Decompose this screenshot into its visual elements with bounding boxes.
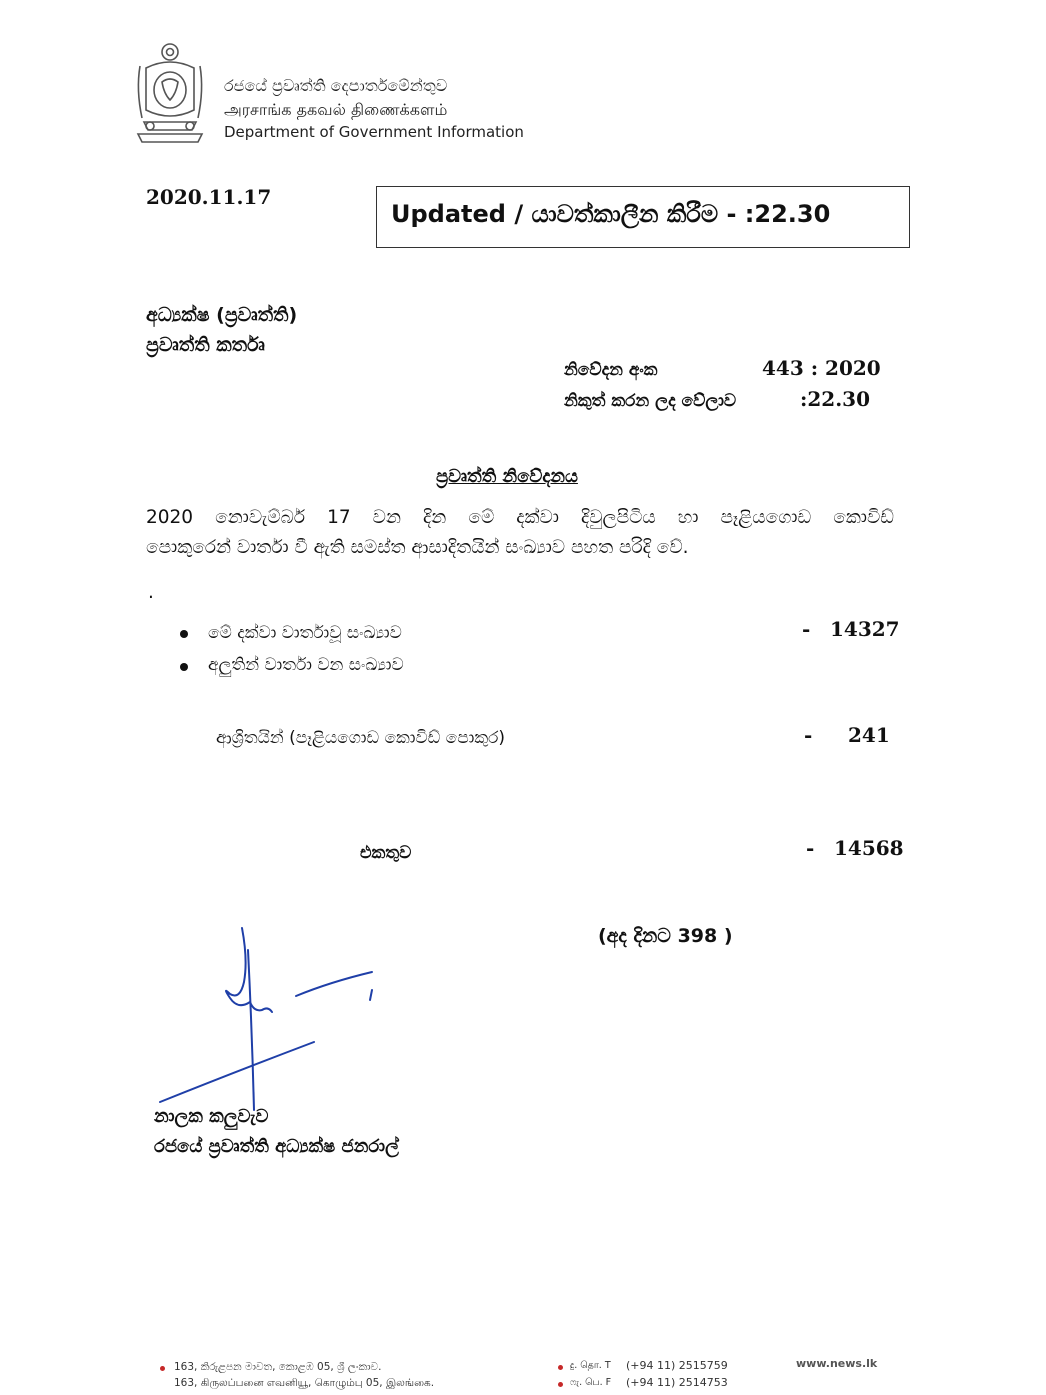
notice-number-value: 443 : 2020: [762, 356, 881, 380]
dependents-value: 241: [848, 723, 890, 747]
footer-tel: (+94 11) 2515759: [626, 1359, 728, 1372]
footer-bullet-icon: [558, 1382, 563, 1387]
notice-number-label: නිවේදන අංක: [564, 360, 658, 380]
total-dash: -: [806, 836, 815, 860]
footer-bullet-icon: [160, 1366, 165, 1371]
footer-tel-label: දු. தொ. T: [570, 1360, 611, 1371]
footer-address-tamil: 163, கிருலப்பனை எவனியூ, கொழும்பு 05, இலங்கை.: [174, 1377, 435, 1389]
bullet-icon: [180, 663, 188, 671]
addressee-line1: අධ්‍යක්ෂ (ප්‍රවෘත්ති): [146, 304, 298, 326]
total-value: 14568: [834, 836, 904, 860]
addressee-line2: ප්‍රවෘත්ති කර්තෘ: [146, 334, 265, 356]
today-count: (අද දිනට 398 ): [598, 925, 733, 947]
footer-fax: (+94 11) 2514753: [626, 1376, 728, 1389]
update-box: [376, 186, 910, 248]
body-line-1: 2020 නොවැම්බර් 17 වන දින මේ දක්වා දිවුලපිටිය හා පෑළියගොඩ කොවිඩ්: [146, 507, 894, 528]
header-dept-tamil: அரசாங்க தகவல் திணைக்களம்: [224, 100, 448, 119]
footer-address-sinhala: 163, කිරුළපන මාවත, කොළඹ 05, ශ්‍රී ලංකාව.: [174, 1361, 382, 1373]
header-dept-sinhala: රජයේ ප්‍රවෘත්ති දෙපාර්තමේන්තුව: [224, 76, 448, 95]
item-reported-value: 14327: [830, 617, 900, 641]
dependents-label: ආශ්‍රිතයින් (පෑළියගොඩ කොවිඩ් පොකුර): [216, 728, 506, 748]
bullet-icon: [180, 630, 188, 638]
issue-time-label: නිකුත් කරන ලද වේලාව: [564, 391, 737, 411]
update-text: Updated / යාවත්කාලීන කිරීම - :22.30: [391, 200, 831, 228]
item-reported-label: මේ දක්වා වාර්තාවූ සංඛ්‍යාව: [208, 623, 402, 643]
footer-fax-label: ෆැ. பெ. F: [570, 1377, 612, 1388]
signature-image: [150, 920, 390, 1120]
item-reported-dash: -: [802, 617, 811, 641]
issue-time-value: :22.30: [800, 387, 871, 411]
signatory-title: රජයේ ප්‍රවෘත්ති අධ්‍යක්ෂ ජනරාල්: [154, 1136, 399, 1157]
body-dot: .: [148, 582, 154, 603]
dependents-dash: -: [804, 723, 813, 747]
footer-bullet-icon: [558, 1365, 563, 1370]
footer-website: www.news.lk: [796, 1357, 878, 1370]
document-date: 2020.11.17: [146, 185, 272, 209]
government-emblem: [132, 38, 208, 144]
total-label: එකතුව: [360, 843, 412, 863]
signatory-name: නාලක කලුවැව: [154, 1106, 269, 1127]
body-line-2: පොකුරෙන් වාර්තා වී ඇති සමස්ත ආසාදිතයින් සංඛ්‍යාව පහත පරිදි වේ.: [146, 537, 689, 558]
header-dept-english: Department of Government Information: [224, 123, 524, 141]
press-release-heading: ප්‍රවෘත්ති නිවේදනය: [436, 466, 578, 487]
item-new-label: අලුතින් වාර්තා වන සංඛ්‍යාව: [208, 655, 404, 675]
